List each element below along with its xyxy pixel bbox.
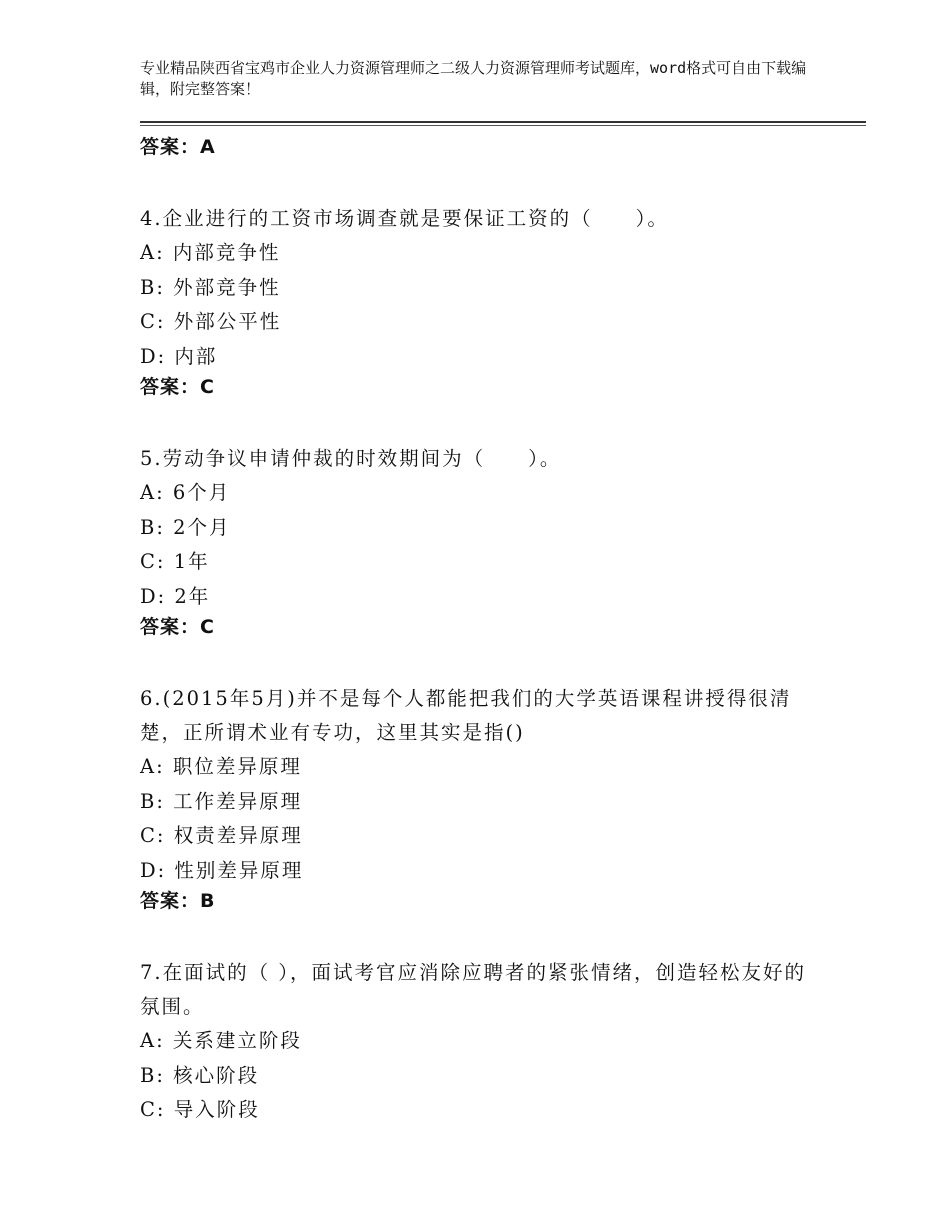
question-stem: 6.(2015年5月)并不是每个人都能把我们的大学英语课程讲授得很清楚，正所谓术业有专功，这里其实是指() bbox=[140, 687, 792, 744]
option-b: B: 2个月 bbox=[140, 515, 231, 539]
question-6 bbox=[140, 682, 820, 914]
option-d: D: 性别差异原理 bbox=[140, 858, 304, 882]
question-list bbox=[140, 130, 820, 1128]
question-answer: 答案：C bbox=[140, 376, 215, 398]
option-c: C: 权责差异原理 bbox=[140, 824, 303, 847]
previous-answer: 答案：A bbox=[140, 136, 216, 158]
option-a: A: 职位差异原理 bbox=[140, 755, 302, 778]
question-7 bbox=[140, 956, 820, 1128]
option-a: A: 内部竞争性 bbox=[140, 241, 281, 264]
question-answer: 答案：C bbox=[140, 616, 215, 638]
option-c: C: 外部公平性 bbox=[140, 310, 282, 333]
option-a: A: 6个月 bbox=[140, 481, 231, 504]
option-b: B: 核心阶段 bbox=[140, 1063, 260, 1087]
option-c: C: 1年 bbox=[140, 550, 210, 573]
question-stem: 5.劳动争议申请仲裁的时效期间为（ ）。 bbox=[140, 447, 562, 470]
option-b: B: 工作差异原理 bbox=[140, 789, 303, 813]
question-stem: 7.在面试的（ ），面试考官应消除应聘者的紧张情绪，创造轻松友好的氛围。 bbox=[140, 961, 807, 1018]
question-stem: 4.企业进行的工资市场调查就是要保证工资的（ ）。 bbox=[140, 207, 669, 230]
option-d: D: 2年 bbox=[140, 584, 211, 608]
header-divider-thin bbox=[140, 125, 866, 126]
document-header: 专业精品陕西省宝鸡市企业人力资源管理师之二级人力资源管理师考试题库，word格式可自由下载编辑，附完整答案！ bbox=[140, 59, 807, 98]
option-c: C: 导入阶段 bbox=[140, 1098, 260, 1121]
question-answer: 答案：B bbox=[140, 890, 216, 912]
option-a: A: 关系建立阶段 bbox=[140, 1029, 302, 1052]
question-5 bbox=[140, 442, 820, 640]
option-b: B: 外部竞争性 bbox=[140, 275, 281, 299]
option-d: D: 内部 bbox=[140, 344, 218, 368]
question-4 bbox=[140, 202, 820, 400]
header-divider bbox=[140, 121, 866, 123]
